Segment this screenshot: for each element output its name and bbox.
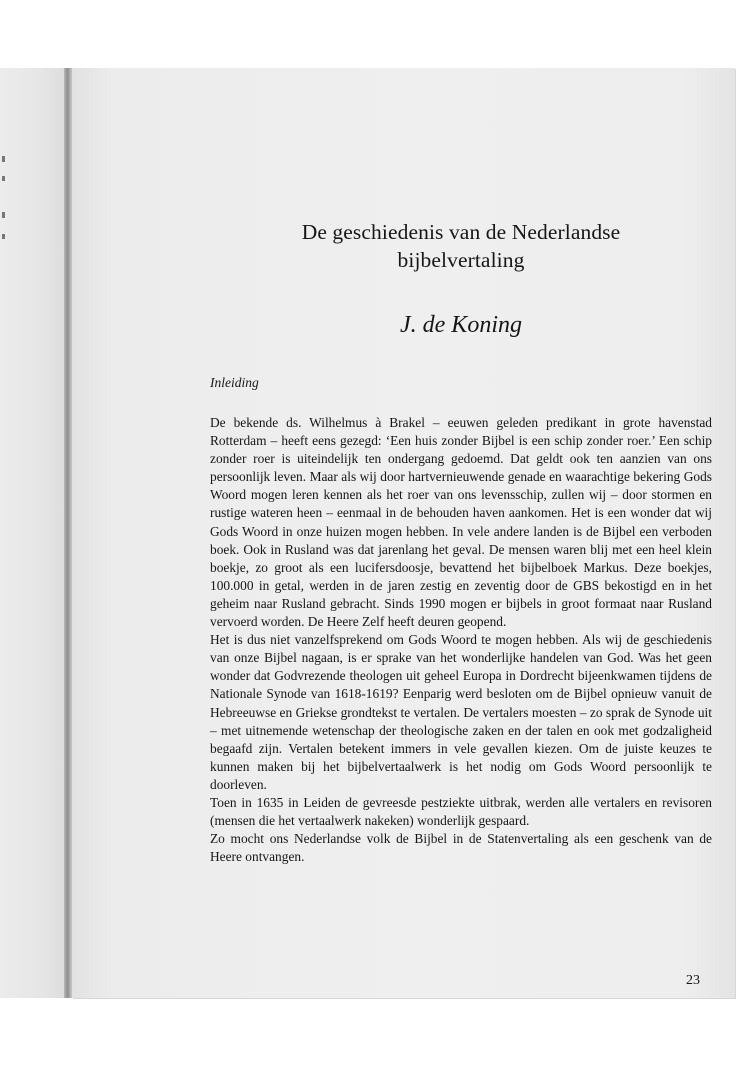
left-page-edge: [0, 68, 68, 998]
title-line-2: bijbelvertaling: [397, 248, 525, 272]
right-page: [72, 68, 735, 998]
article-title: [210, 218, 712, 274]
left-page-text-fragment: [2, 176, 5, 181]
page-number: 23: [686, 973, 700, 988]
paragraph: Zo mocht ons Nederlandse volk de Bijbel in de Statenvertaling als een geschenk van de Heere ontvangen.: [210, 831, 712, 865]
left-page-text-fragment: [2, 234, 5, 239]
paragraph: Het is dus niet vanzelfsprekend om Gods Woord te mogen hebben. Als wij de geschiedenis van onze Bijbel nagaan, is er sprake van het wonderlijke handelen van God. Was het geen wonder dat Godvrezende theologen uit geheel Europa in Dordrecht bijeenkwamen tijdens de Nationale Synode van 1618-1619? Eenparig werd besloten om de Bijbel opnieuw vanuit de Hebreeuwse en Griekse grondtekst te vertalen. De vertalers moesten – zo sprak de Synode uit – met uitnemende wetenschap der theologische zaken en der talen en ook met godzaligheid begaafd zijn. Vertalen betekent immers in vele gevallen kiezen. Om de juiste keuzes te kunnen maken bij het bijbelvertaalwerk is het nodig om Gods Woord persoonlijk te doorleven.: [210, 632, 712, 792]
left-page-text-fragment: [2, 212, 5, 218]
paragraph: Toen in 1635 in Leiden de gevreesde pestziekte uitbrak, werden alle vertalers en revisoren (mensen die het vertaalwerk nakeken) wonderlijk gespaard.: [210, 794, 712, 829]
title-line-1: De geschiedenis van de Nederlandse: [301, 220, 621, 244]
page-content: [210, 218, 712, 866]
author-name: J. de Koning: [400, 312, 522, 338]
body-text: [210, 414, 712, 866]
book-gutter: [64, 68, 72, 998]
left-page-text-fragment: [2, 156, 5, 162]
section-heading: Inleiding: [210, 375, 259, 390]
paragraph: De bekende ds. Wilhelmus à Brakel – eeuwen geleden predikant in grote havenstad Rotterdam – heeft eens gezegd: ‘Een huis zonder Bijbel is een schip zonder roer.’ Een schip zonder roer is uiteindelijk ten ondergang gedoemd. Dat geldt ook ten aanzien van ons persoonlijk leven. Maar als wij door hartvernieuwende genade en waarachtige bekering Gods Woord mogen leren kennen als het roer van ons levensschip, zullen wij – door stormen en rustige wateren heen – eenmaal in de behouden haven aankomen. Het is een wonder dat wij Gods Woord in onze huizen mogen hebben. In vele andere landen is de Bijbel een verboden boek. Ook in Rusland was dat jarenlang het geval. De mensen waren blij met een heel klein boekje, zo groot als een lucifersdoosje, bevattend het bijbelboek Markus. Deze boekjes, 100.000 in getal, werden in de jaren zestig en zeventig door de GBS bekostigd en in het geheim naar Rusland gebracht. Sinds 1990 mogen er bijbels in groot formaat naar Rusland vervoerd worden. De Heere Zelf heeft deuren geopend.: [210, 415, 712, 630]
